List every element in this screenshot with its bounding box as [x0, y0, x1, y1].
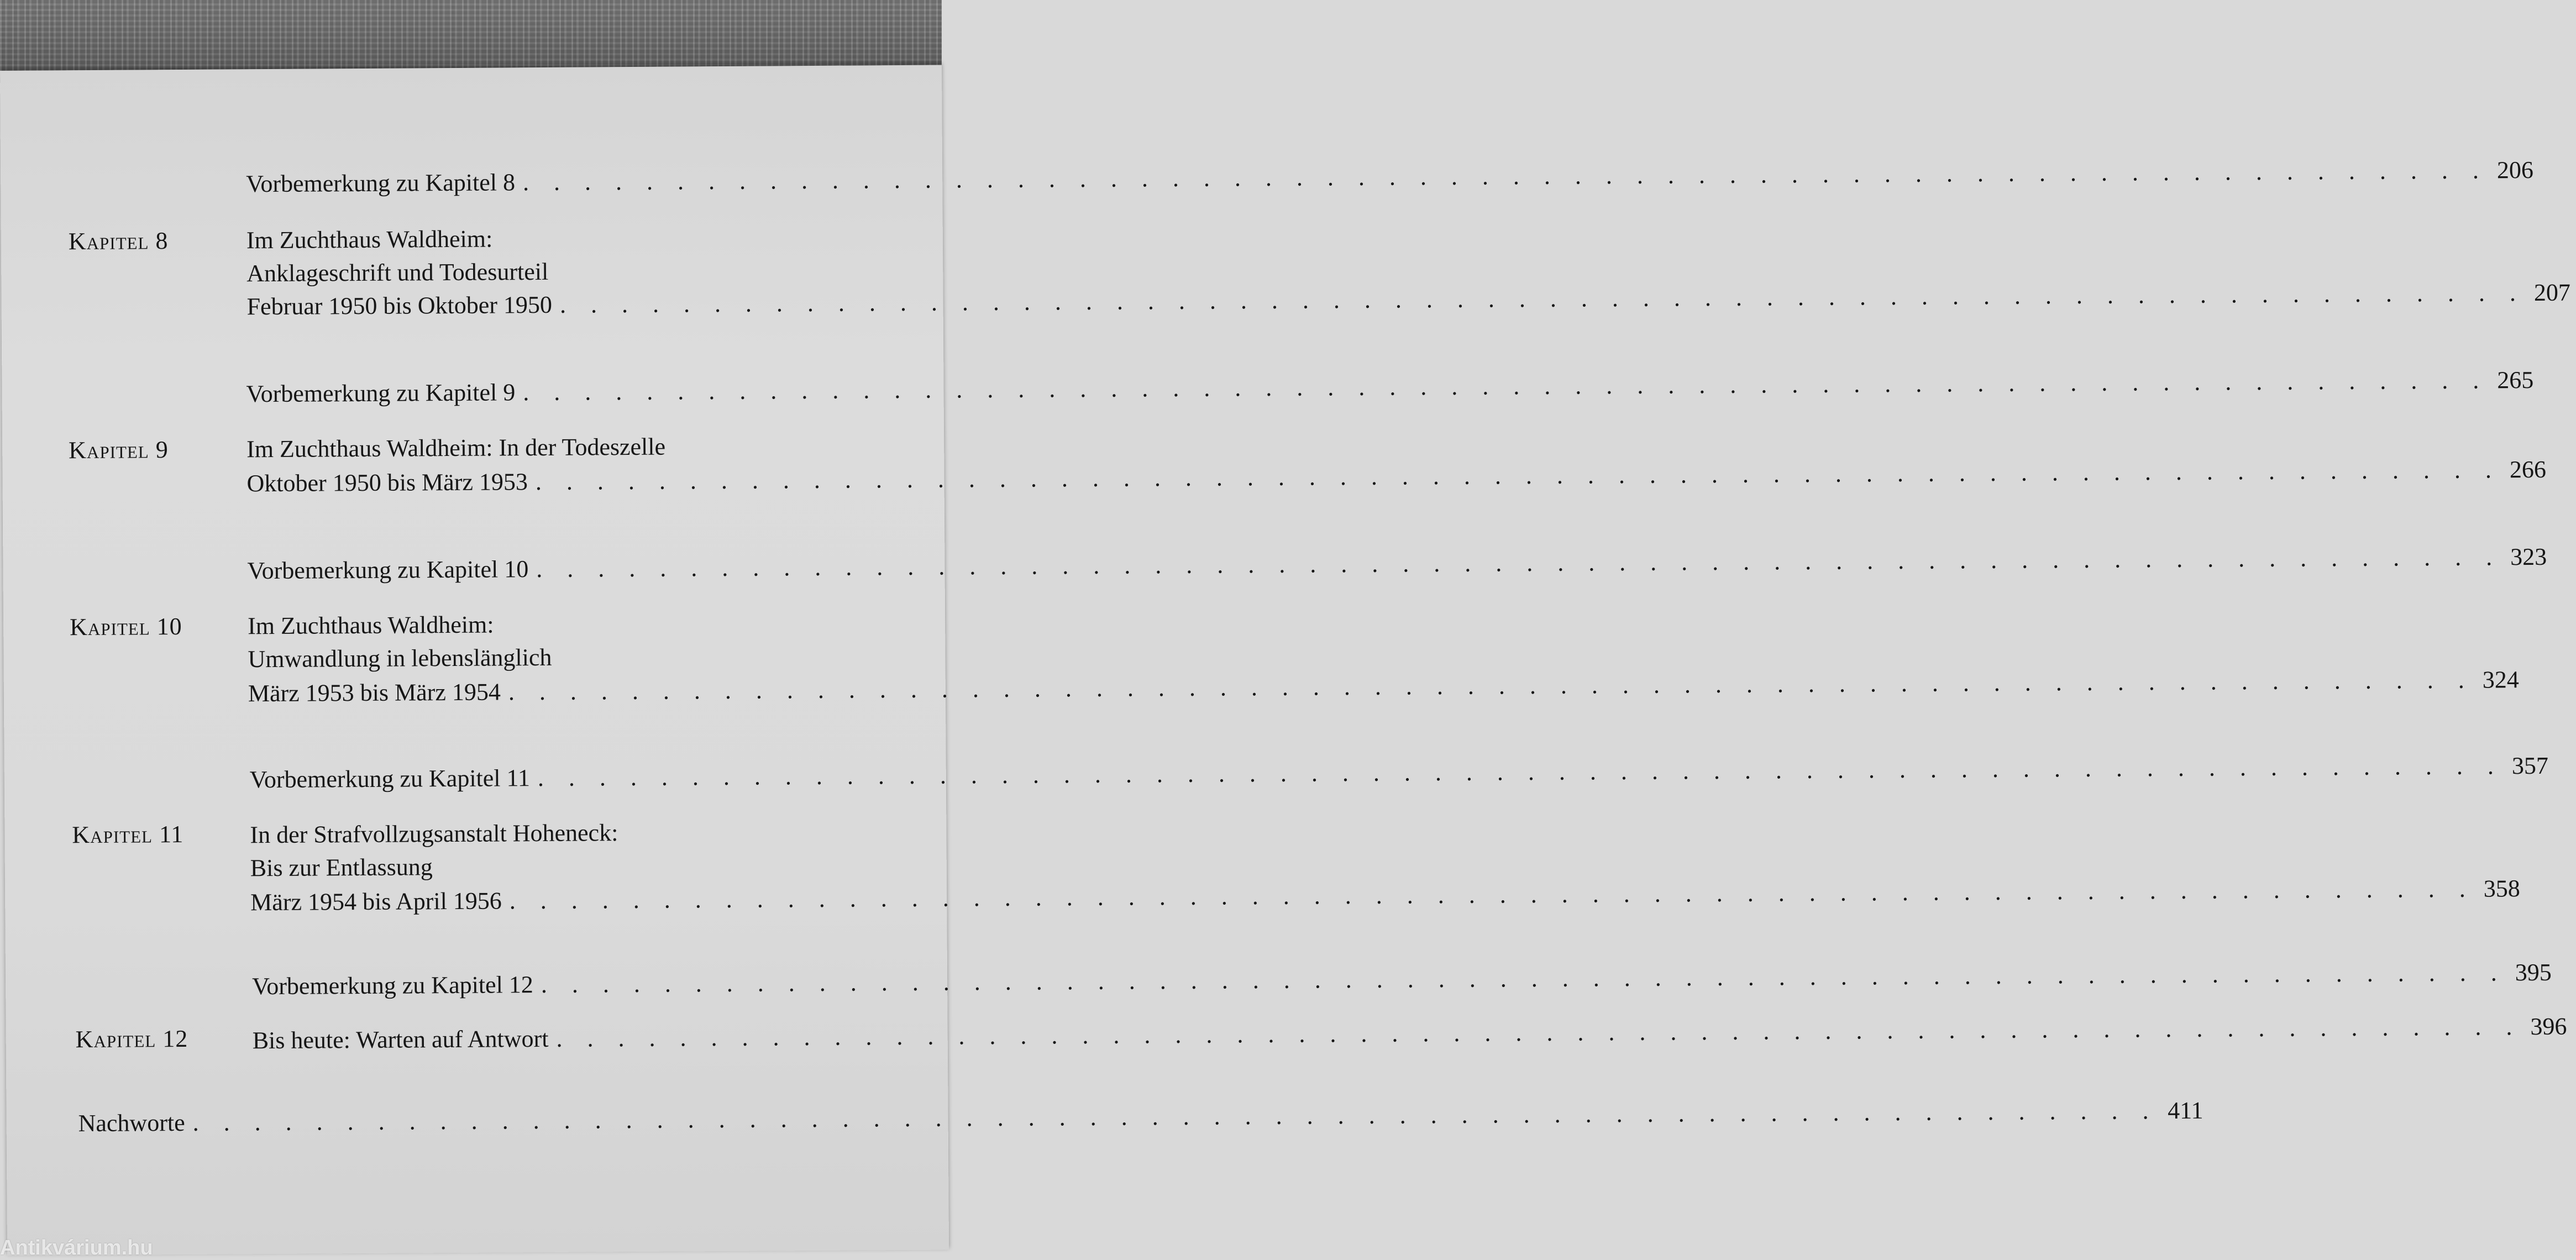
page-number: 358 [2483, 875, 2520, 902]
page-number: 324 [2482, 666, 2519, 694]
toc-entry-title: Vorbemerkung zu Kapitel 11 [249, 764, 531, 794]
toc-entry-title: Im Zuchthaus Waldheim: In der Todeszelle [246, 433, 666, 463]
toc-entry-title: Vorbemerkung zu Kapitel 10 [247, 555, 529, 585]
leader-dots: . . . . . . . . . . . . . . . . . . . . . . . . . . . . . . . . . . . . . . . . . . . . . . . . . . . . . . . . . . . . . . . . [192, 1097, 2158, 1136]
leader-dots: . . . . . . . . . . . . . . . . . . . . . . . . . . . . . . . . . . . . . . . . . . . . . . . . . . . . . . . . . . . . . . . . [523, 366, 2489, 406]
page-number: 357 [2511, 752, 2549, 780]
toc-entry-title: März 1954 bis April 1956 [250, 887, 502, 916]
book-page [0, 65, 2571, 1259]
toc-entry-title: Vorbemerkung zu Kapitel 9 [246, 379, 516, 408]
toc-entry-title: Vorbemerkung zu Kapitel 8 [246, 169, 516, 198]
chapter-10-title-line-2 [248, 640, 881, 675]
toc-entry-title: Bis zur Entlassung [250, 853, 433, 882]
chapter-11-title-line-1 [250, 816, 882, 851]
leader-dots: . . . . . . . . . . . . . . . . . . . . . . . . . . . . . . . . . . . . . . . . . . . . . . . . . . . . . . . . . . . . . . . . [522, 156, 2489, 196]
chapter-11-title-line-2 [250, 849, 883, 884]
watermark: Antikvárium.hu [0, 1236, 153, 1259]
chapter-8-title-line-3 [246, 279, 2571, 322]
page-number: 206 [2496, 156, 2534, 184]
page-number: 396 [2530, 1012, 2567, 1041]
chapter-9-title-line-1 [246, 430, 880, 465]
chapter-10-title-line-1 [248, 607, 881, 642]
page-number: 266 [2509, 455, 2547, 484]
chapter-label-11: Kapitel 11 [72, 820, 184, 849]
chapter-8-title-line-2 [246, 254, 880, 289]
toc-entry-intro-12 [251, 958, 2552, 1002]
toc-entry-intro-8 [246, 156, 2534, 200]
page-number: 207 [2533, 279, 2571, 306]
leader-dots: . . . . . . . . . . . . . . . . . . . . . . . . . . . . . . . . . . . . . . . . . . . . . . . . . . . . . . . . . . . . . . . . [559, 279, 2526, 318]
leader-dots: . . . . . . . . . . . . . . . . . . . . . . . . . . . . . . . . . . . . . . . . . . . . . . . . . . . . . . . . . . . . . . . . [541, 959, 2506, 999]
page-number: 265 [2497, 366, 2534, 394]
leader-dots: . . . . . . . . . . . . . . . . . . . . . . . . . . . . . . . . . . . . . . . . . . . . . . . . . . . . . . . . . . . . . . . . [536, 543, 2502, 583]
toc-entry-title: Im Zuchthaus Waldheim: [246, 225, 493, 254]
page-number: 411 [2168, 1096, 2203, 1125]
leader-dots: . . . . . . . . . . . . . . . . . . . . . . . . . . . . . . . . . . . . . . . . . . . . . . . . . . . . . . . . . . . . . . . . [537, 752, 2504, 792]
chapter-label-12: Kapitel 12 [75, 1025, 188, 1053]
leader-dots: . . . . . . . . . . . . . . . . . . . . . . . . . . . . . . . . . . . . . . . . . . . . . . . . . . . . . . . . . . . . . . . . [508, 666, 2474, 706]
chapter-label-9: Kapitel 9 [69, 436, 169, 464]
toc-entry-title: Vorbemerkung zu Kapitel 12 [251, 971, 534, 1000]
toc-entry-title: März 1953 bis März 1954 [248, 678, 501, 707]
toc-entry-title: Oktober 1950 bis März 1953 [246, 468, 528, 497]
toc-entry-title: Februar 1950 bis Oktober 1950 [246, 291, 553, 321]
chapter-label-8: Kapitel 8 [68, 227, 169, 255]
toc-entry-nachworte [78, 1096, 2203, 1139]
chapter-9-title-line-2 [246, 455, 2547, 499]
leader-dots: . . . . . . . . . . . . . . . . . . . . . . . . . . . . . . . . . . . . . . . . . . . . . . . . . . . . . . . . . . . . . . . . [535, 456, 2501, 496]
page-number: 395 [2515, 958, 2552, 986]
chapter-11-title-line-3 [250, 875, 2520, 918]
toc-entry-title: Bis heute: Warten auf Antwort [252, 1025, 549, 1054]
toc-entry-title: In der Strafvollzugsanstalt Hoheneck: [250, 819, 618, 849]
toc-entry-title: Umwandlung in lebenslänglich [248, 643, 552, 673]
chapter-label-10: Kapitel 10 [70, 613, 182, 641]
leader-dots: . . . . . . . . . . . . . . . . . . . . . . . . . . . . . . . . . . . . . . . . . . . . . . . . . . . . . . . . . . . . . . . . [556, 1013, 2522, 1052]
chapter-8-title-line-1 [246, 221, 880, 256]
page-number: 323 [2510, 543, 2547, 571]
toc-entry-title: Im Zuchthaus Waldheim: [247, 611, 494, 640]
toc-entry-title: Nachworte [78, 1109, 185, 1137]
chapter-10-title-line-3 [248, 666, 2519, 709]
leader-dots: . . . . . . . . . . . . . . . . . . . . . . . . . . . . . . . . . . . . . . . . . . . . . . . . . . . . . . . . . . . . . . . . [509, 875, 2475, 915]
toc-entry-intro-11 [249, 752, 2549, 795]
chapter-12-title-line-1 [252, 1012, 2567, 1056]
toc-entry-intro-10 [247, 543, 2547, 586]
toc-entry-title: Anklageschrift und Todesurteil [246, 258, 549, 287]
toc-entry-intro-9 [246, 366, 2534, 410]
